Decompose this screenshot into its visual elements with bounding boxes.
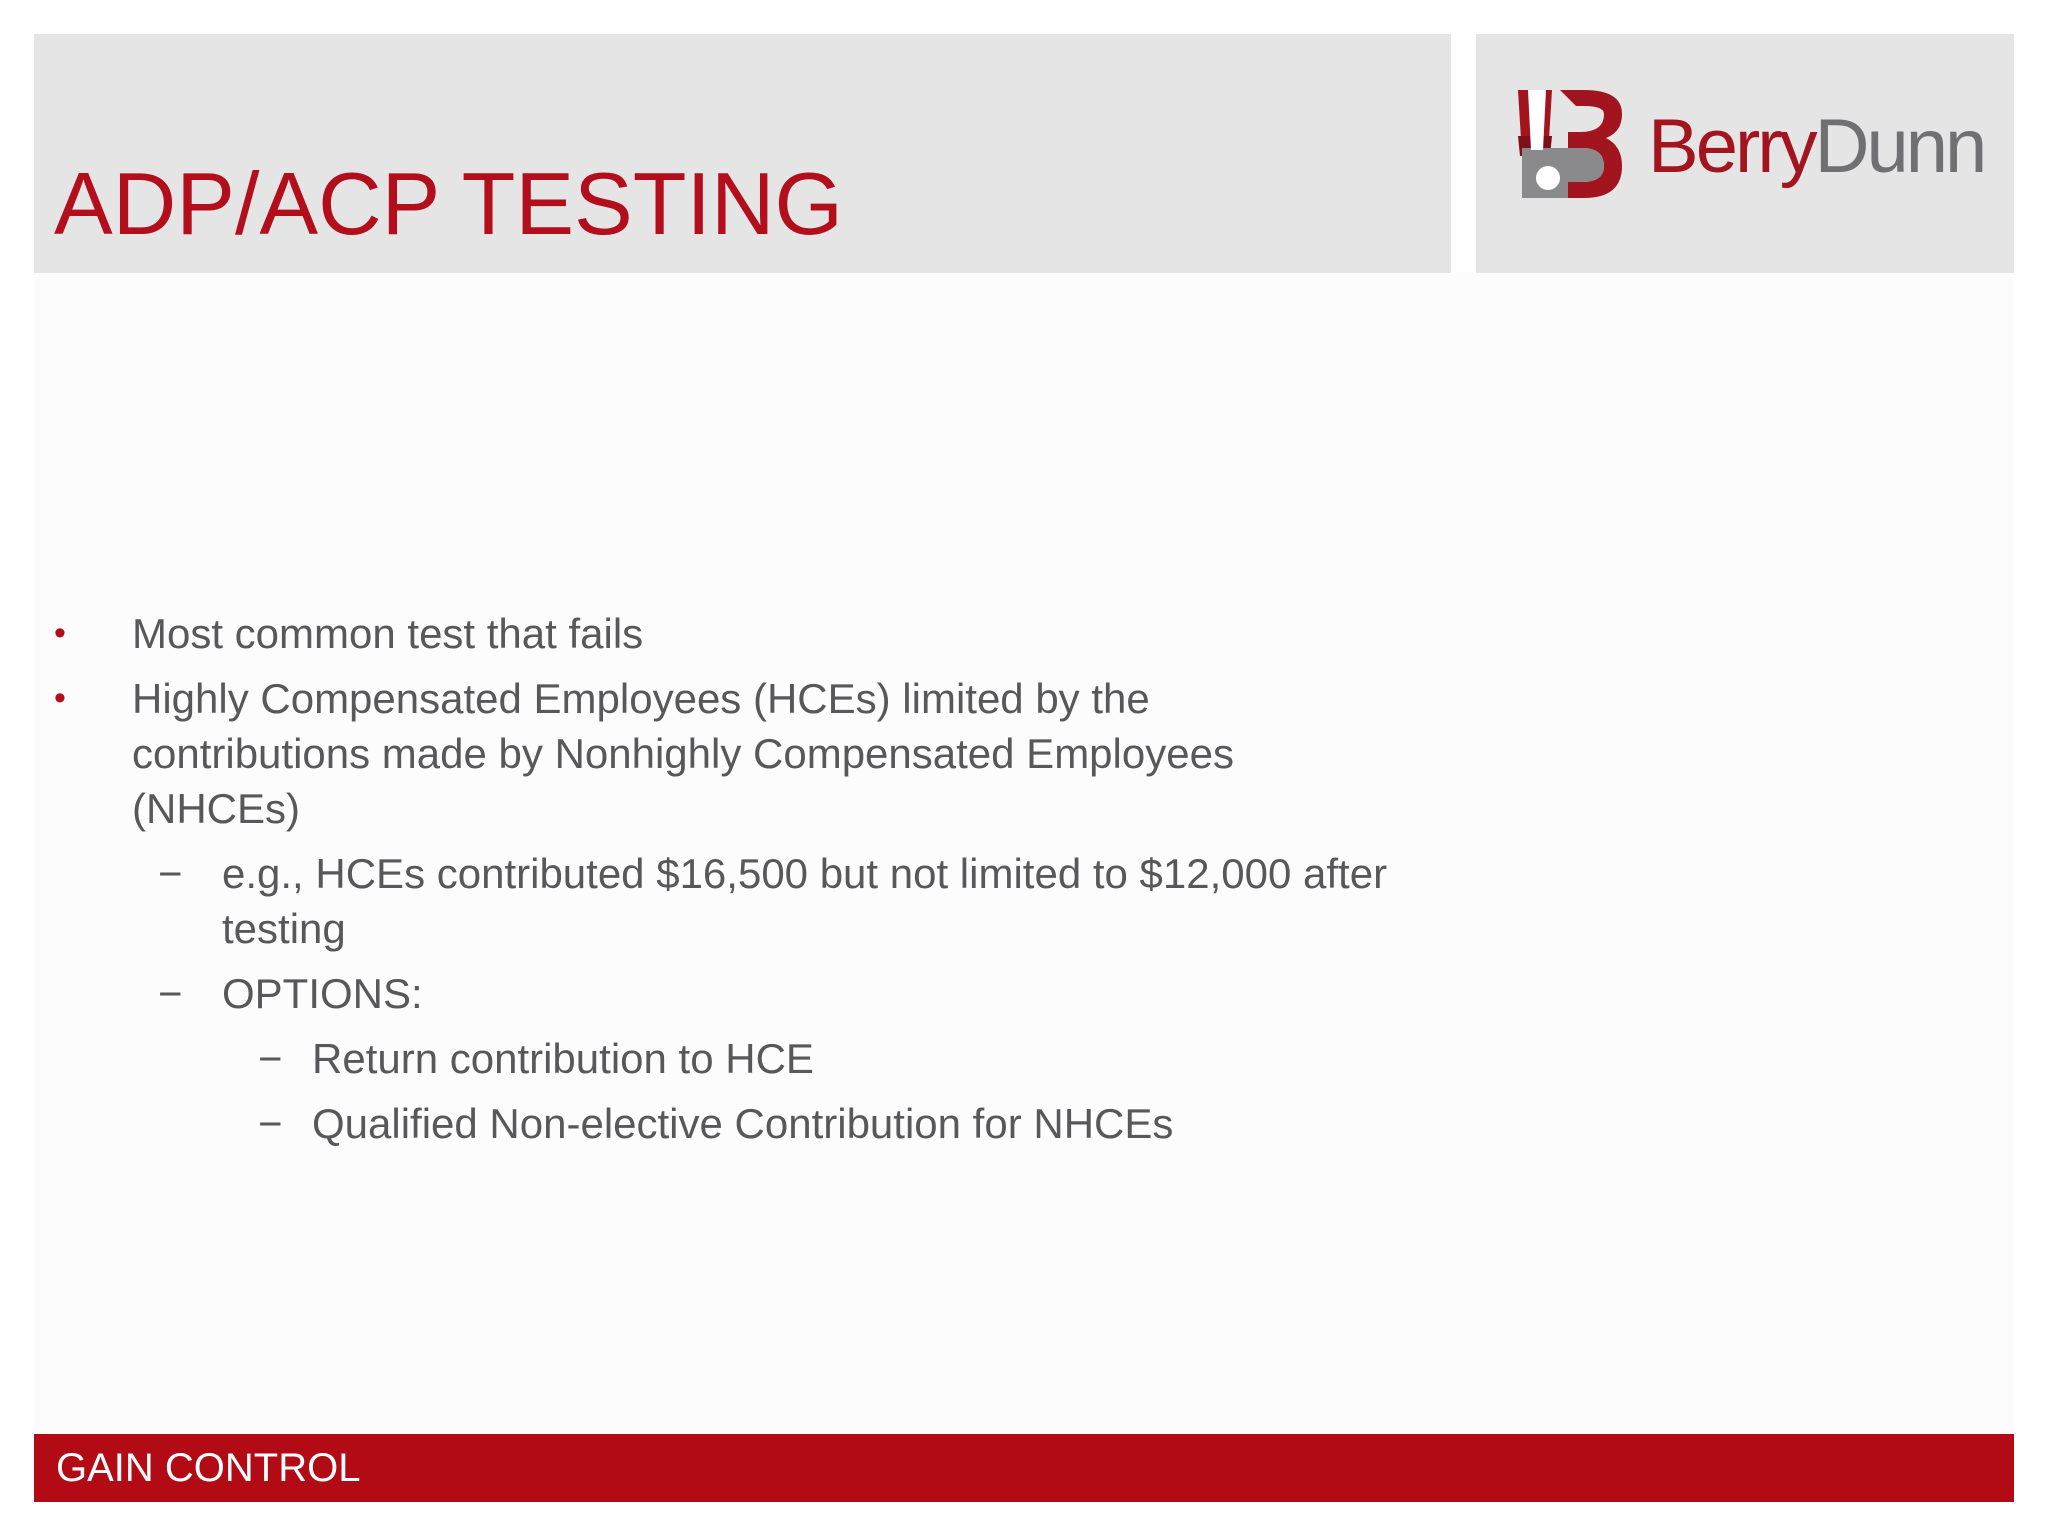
bullet-item: [0, 671, 1352, 836]
berrydunn-logo-icon: [1518, 86, 1624, 204]
bullet-item: [0, 606, 1450, 661]
sub-sub-bullet-item: [0, 1031, 1450, 1086]
logo-band: [1476, 34, 2014, 273]
bullet-text: Highly Compensated Employees (HCEs) limited by the contributions made by Nonhighly Compensated Employees (NHCEs): [132, 675, 1234, 832]
logo-text-dunn: Dunn: [1814, 104, 1985, 189]
sub-sub-bullet-text: Return contribution to HCE: [312, 1035, 814, 1082]
dash-marker: −: [158, 850, 183, 897]
bullet-marker: •: [54, 614, 66, 652]
logo-wordmark: [1648, 102, 1984, 192]
footer-bar: [34, 1434, 2014, 1502]
dash-marker: −: [258, 1035, 283, 1082]
logo-text-berry: Berry: [1648, 104, 1815, 189]
footer-text: GAIN CONTROL: [56, 1446, 361, 1490]
sub-bullet-item: [0, 966, 1450, 1021]
bullet-text: Most common test that fails: [132, 610, 644, 657]
slide-title: ADP/ACP TESTING: [54, 154, 843, 253]
dash-marker: −: [258, 1100, 283, 1147]
sub-bullet-text: OPTIONS:: [222, 970, 423, 1017]
sub-bullet-item: [0, 846, 1402, 956]
sub-bullet-text: e.g., HCEs contributed $16,500 but not limited to $12,000 after testing: [222, 850, 1388, 952]
title-band: [34, 34, 1451, 273]
sub-sub-bullet-text: Qualified Non-elective Contribution for NHCEs: [312, 1100, 1174, 1147]
bullet-marker: •: [54, 679, 66, 717]
dash-marker: −: [158, 970, 183, 1017]
sub-sub-bullet-item: [0, 1096, 1450, 1151]
bullet-list: [0, 606, 1450, 1161]
